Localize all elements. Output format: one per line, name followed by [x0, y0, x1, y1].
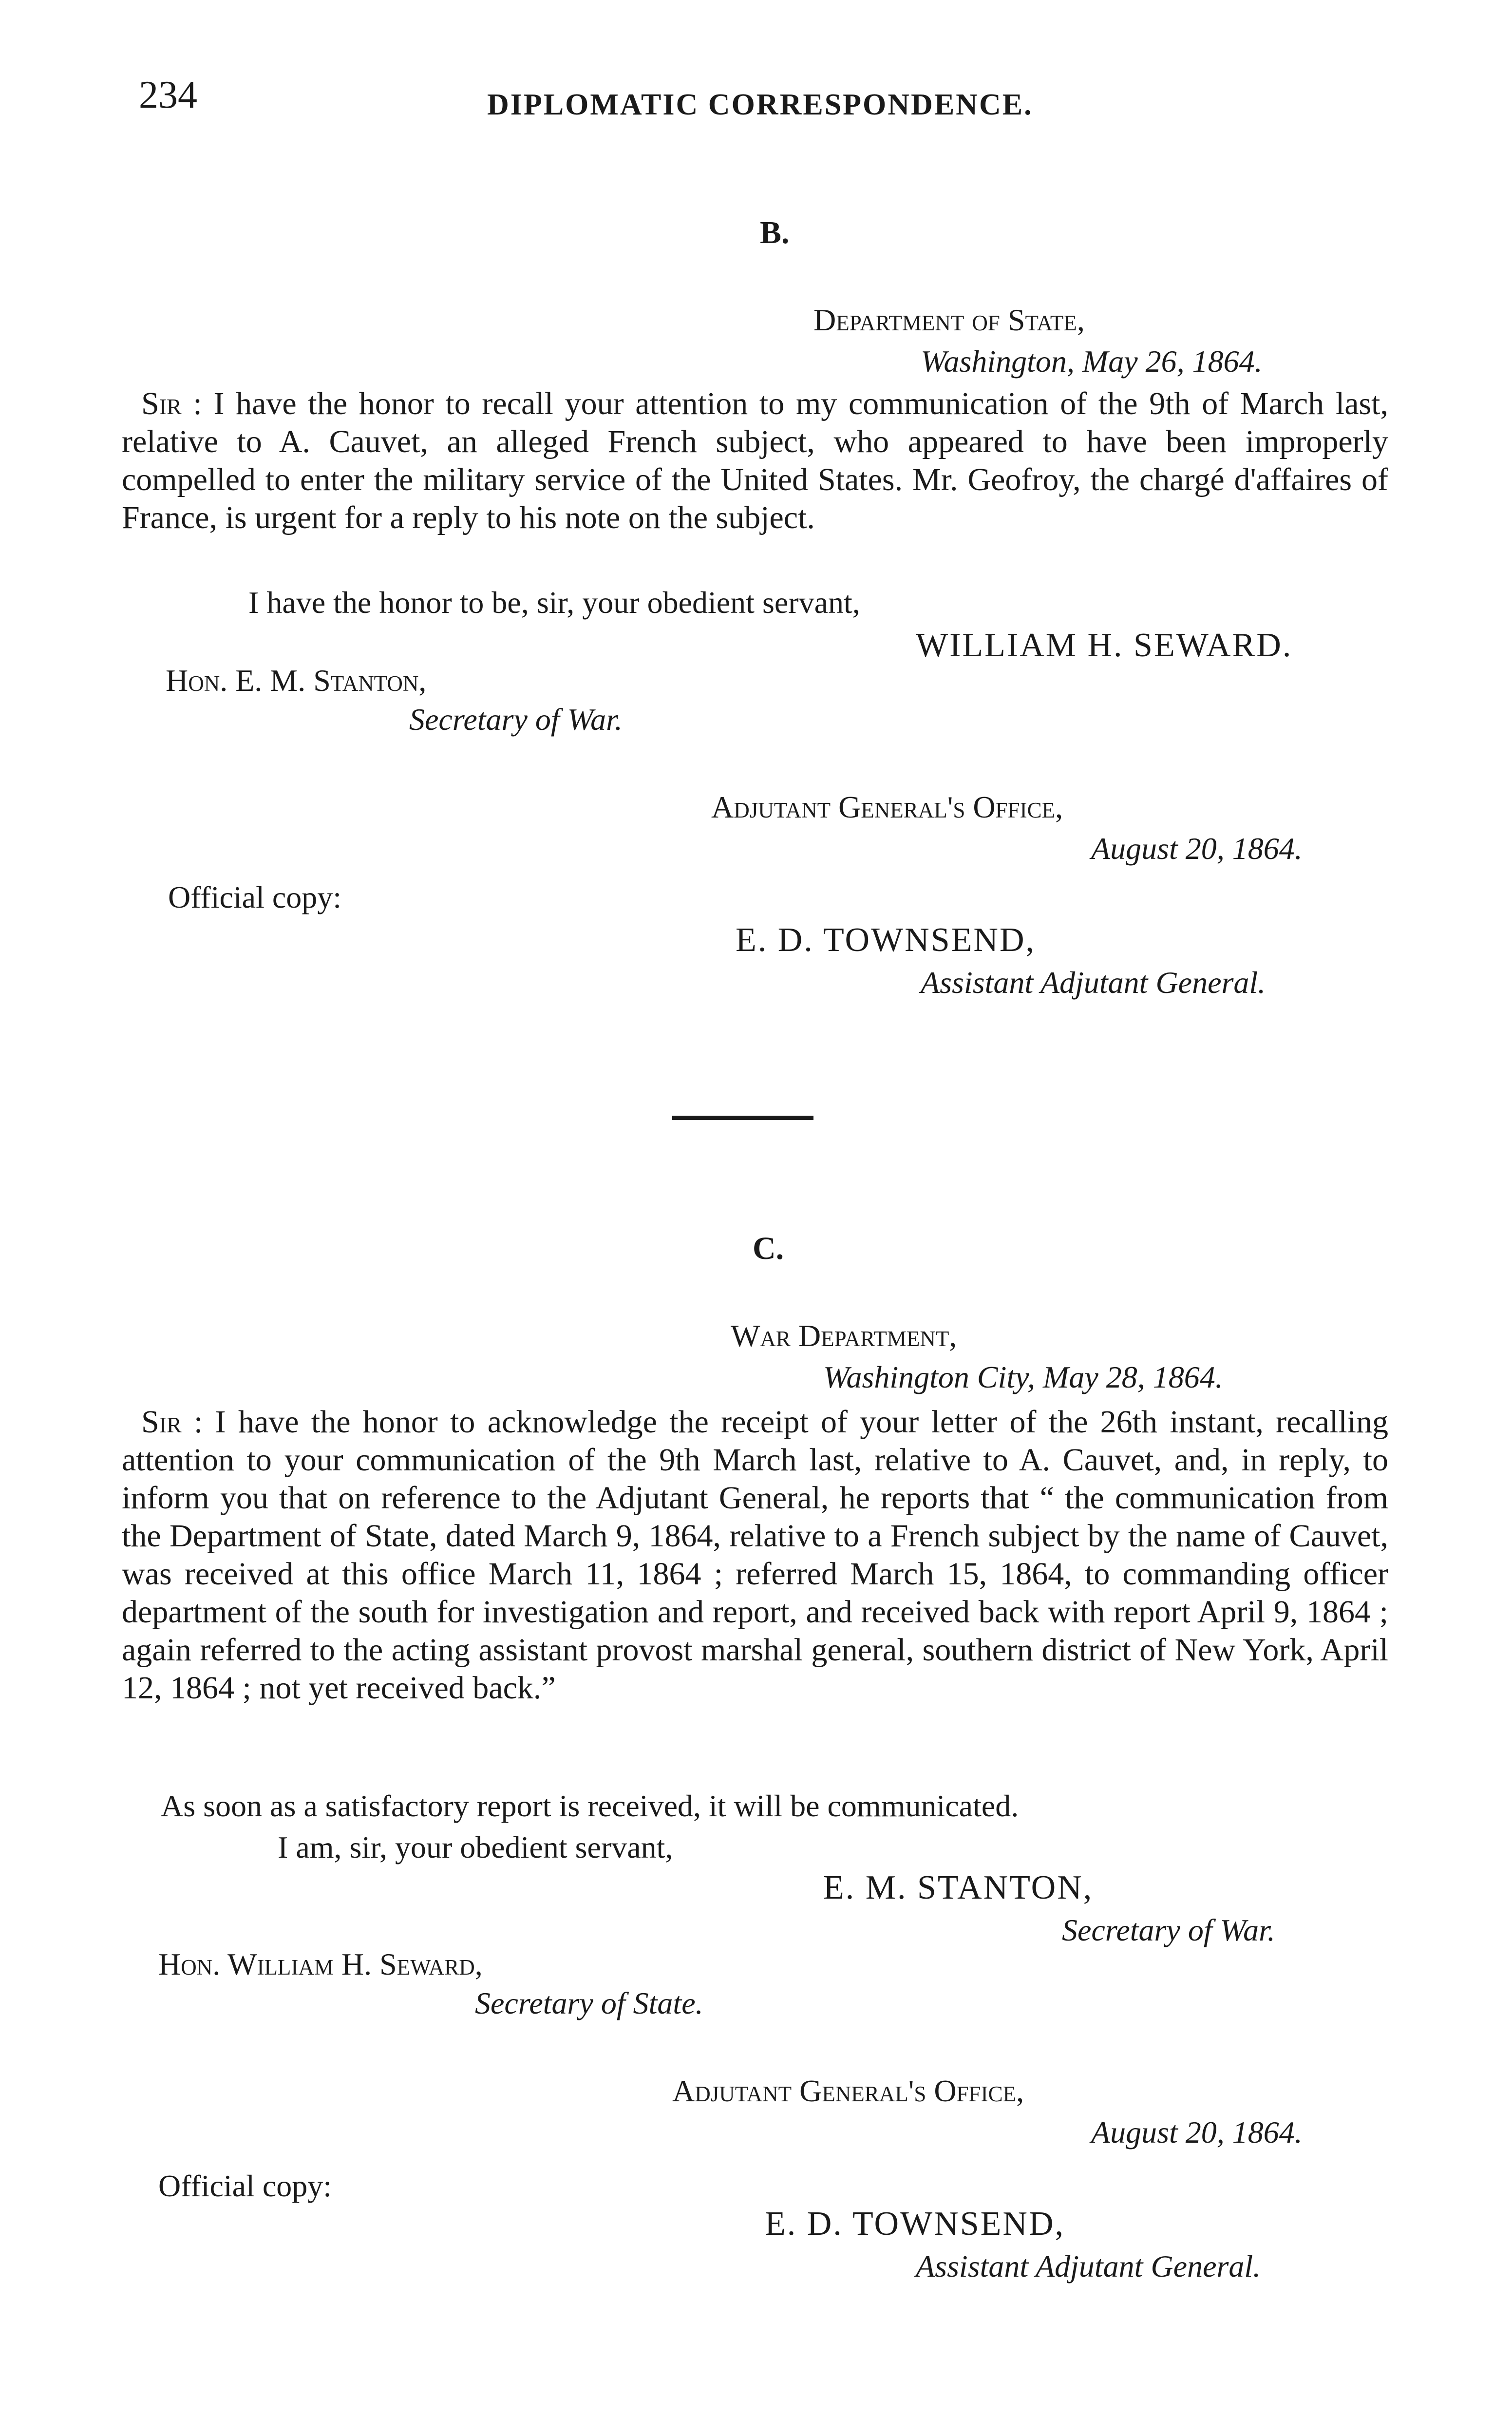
letter-b-addressee-name: Hon. E. M. Stanton, — [166, 663, 427, 698]
letter-c-office: Adjutant General's Office, — [672, 2074, 1024, 2108]
letter-b-office-date: August 20, 1864. — [1091, 831, 1303, 866]
letter-c-closing: I am, sir, your obedient servant, — [278, 1830, 673, 1865]
letter-c-body-text: I have the honor to acknowledge the receipt of your letter of the 26th instant, recalling attention to your communication of the 9th March last, relative to A. Cauvet, and, in reply, to inform you that on reference to the Adjutant General, he reports that “ the communication from the Department of State, dated March 9, 1864, relative to a French subject by the name of Cauvet, was received at this office March 11, 1864 ; referred March 15, 1864, to commanding officer department of the south for investigation and report, and received back with report April 9, 1864 ; again referred to the acting assistant provost marshal general, southern district of New York, April 12, 1864 ; not yet received back.” — [122, 1404, 1388, 1706]
letter-c-signature: E. M. STANTON, — [823, 1869, 1094, 1906]
letter-c-official-copy: Official copy: — [158, 2169, 332, 2203]
letter-c-copy-title: Assistant Adjutant General. — [916, 2249, 1261, 2284]
letter-b-copy-title: Assistant Adjutant General. — [921, 965, 1266, 1000]
page-number: 234 — [139, 74, 197, 116]
section-divider — [672, 1116, 813, 1120]
letter-b-body — [122, 385, 1388, 537]
letter-b-signature: WILLIAM H. SEWARD. — [916, 627, 1293, 664]
letter-b-salutation: Sir : — [141, 386, 202, 421]
letter-c-followup: As soon as a satisfactory report is received, it will be communicated. — [161, 1789, 1019, 1823]
section-letter-c: C. — [753, 1231, 784, 1266]
letter-c-copy-signature: E. D. TOWNSEND, — [765, 2205, 1065, 2243]
letter-b-official-copy: Official copy: — [168, 880, 342, 914]
letter-b-closing: I have the honor to be, sir, your obedient servant, — [248, 585, 860, 620]
letter-b-place-date: Washington, May 26, 1864. — [921, 344, 1263, 379]
letter-c-place-date: Washington City, May 28, 1864. — [823, 1360, 1223, 1394]
letter-c-addressee-title: Secretary of State. — [475, 1986, 703, 2020]
letter-c-body — [122, 1403, 1388, 1707]
letter-b-office: Adjutant General's Office, — [711, 790, 1063, 824]
letter-b-copy-signature: E. D. TOWNSEND, — [736, 921, 1036, 959]
letter-c-office-date: August 20, 1864. — [1091, 2115, 1303, 2150]
letter-c-addressee-name: Hon. William H. Seward, — [158, 1947, 483, 1981]
letter-c-salutation: Sir : — [141, 1404, 203, 1440]
letter-b-addressee-title: Secretary of War. — [409, 702, 623, 737]
letter-c-department: War Department, — [731, 1318, 957, 1353]
letter-b-department: Department of State, — [813, 303, 1085, 337]
letter-b-body-text: I have the honor to recall your attention to my communication of the 9th of March last, relative to A. Cauvet, an alleged French subject, who appeared to have been improperly compelled to enter the military service of the United States. Mr. Geofroy, the chargé d'affaires of France, is urgent for a reply to his note on the subject. — [122, 386, 1389, 535]
section-letter-b: B. — [760, 215, 790, 250]
running-title: DIPLOMATIC CORRESPONDENCE. — [487, 88, 1033, 121]
letter-c-signature-title: Secretary of War. — [1062, 1913, 1275, 1947]
